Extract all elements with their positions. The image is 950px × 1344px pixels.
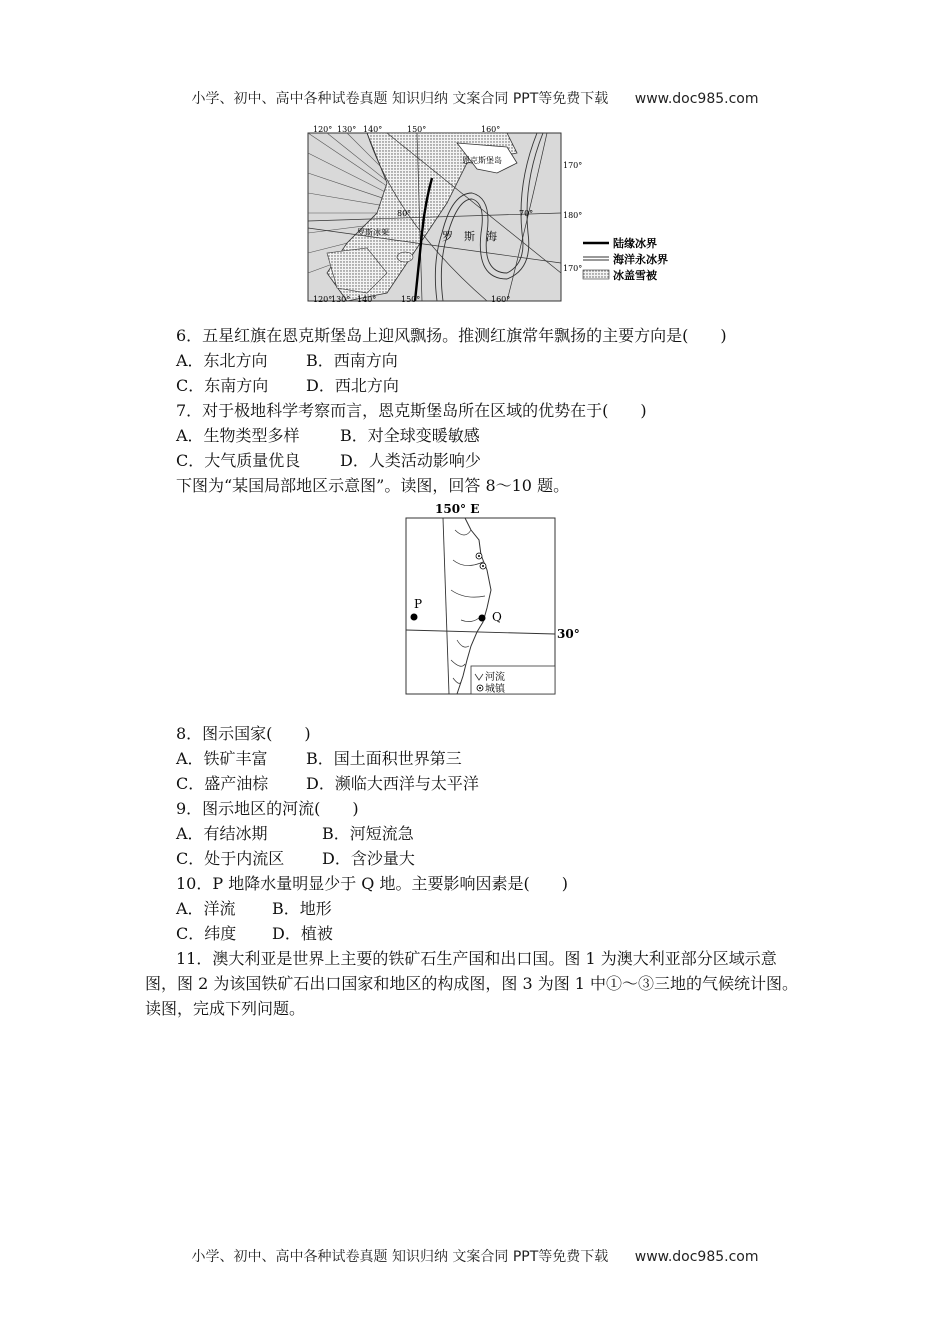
map1-top-label: 160° (481, 125, 501, 134)
q7-stem: 7．对于极地科学考察而言，恩克斯堡岛所在区域的优势在于( ) (176, 401, 647, 420)
country-region-map (405, 500, 590, 696)
page-header (0, 88, 950, 108)
footer-text: 小学、初中、高中各种试卷真题 知识归纳 文案合同 PPT等免费下载 (191, 1249, 609, 1265)
page-footer (0, 1246, 950, 1266)
q7-option-c[interactable]: C．大气质量优良 (176, 451, 301, 470)
q9-option-b[interactable]: B．河短流急 (322, 824, 414, 843)
q9-options-row1 (176, 823, 576, 845)
map1-lat70-label: 70° (519, 209, 534, 218)
q9-option-d[interactable]: D．含沙量大 (322, 849, 415, 868)
legend-sea-ice-label: 海洋永冰界 (613, 253, 668, 266)
q8-option-c[interactable]: C．盛产油棕 (176, 774, 269, 793)
q6-stem: 6．五星红旗在恩克斯堡岛上迎风飘扬。推测红旗常年飘扬的主要方向是( ) (176, 326, 727, 345)
header-text: 小学、初中、高中各种试卷真题 知识归纳 文案合同 PPT等免费下载 (191, 91, 609, 107)
q10-options-row2 (176, 923, 576, 945)
map1-bottom-label: 150° (401, 295, 421, 303)
point-p (411, 614, 418, 621)
q9-option-c[interactable]: C．处于内流区 (176, 849, 285, 868)
q8-options-row2 (176, 773, 576, 795)
q11-line3: 读图，完成下列问题。 (145, 999, 306, 1018)
q6-option-b[interactable]: B．西南方向 (306, 351, 398, 370)
q6-options-row2 (176, 375, 576, 397)
point-q (479, 615, 486, 622)
map1-lat80-label: 80° (397, 209, 412, 218)
q6-option-d[interactable]: D．西北方向 (306, 376, 399, 395)
map1-bottom-label: 130° (331, 295, 351, 303)
ross-sea-map-svg (307, 123, 687, 303)
q6-option-a[interactable]: A．东北方向 (176, 351, 268, 370)
q10-option-c[interactable]: C．纬度 (176, 924, 237, 943)
q8-stem: 8．图示国家( ) (176, 724, 311, 743)
q7-option-a[interactable]: A．生物类型多样 (176, 426, 300, 445)
map1-bottom-label: 120° (313, 295, 333, 303)
header-url[interactable]: www.doc985.com (634, 91, 759, 107)
legend-ice-sheet-label: 冰盖雪被 (613, 269, 657, 282)
q9-option-a[interactable]: A．有结冰期 (176, 824, 268, 843)
q6-option-c[interactable]: C．东南方向 (176, 376, 269, 395)
q9-options-row2 (176, 848, 576, 870)
legend-continental-ice-label: 陆缘冰界 (613, 237, 657, 250)
map2-longitude-label: 150° E (435, 502, 480, 516)
map1-bottom-label: 160° (491, 295, 511, 303)
map1-top-label: 150° (407, 125, 427, 134)
q10-options-row1 (176, 898, 576, 920)
intro-8-10: 下图为“某国局部地区示意图”。读图，回答 8～10 题。 (176, 476, 570, 495)
map1-top-label: 140° (363, 125, 383, 134)
map1-sea-label: 罗 斯 海 (442, 230, 497, 243)
country-region-map-svg (405, 500, 590, 696)
point-q-label: Q (492, 610, 502, 624)
map1-top-label: 120° (313, 125, 333, 134)
q7-option-d[interactable]: D．人类活动影响少 (340, 451, 481, 470)
q10-option-a[interactable]: A．洋流 (176, 899, 236, 918)
q11-line2: 图，图 2 为该国铁矿石出口国家和地区的构成图，图 3 为图 1 中①～③三地的气候统计图。 (145, 974, 799, 993)
map2-latitude-label: 30° (557, 627, 580, 641)
q10-option-d[interactable]: D．植被 (272, 924, 333, 943)
map1-right-label: 170° (563, 161, 583, 170)
q7-option-b[interactable]: B．对全球变暖敏感 (340, 426, 480, 445)
q10-option-b[interactable]: B．地形 (272, 899, 332, 918)
legend-river-label: 河流 (485, 672, 505, 683)
q8-option-b[interactable]: B．国土面积世界第三 (306, 749, 462, 768)
q6-options-row1 (176, 350, 576, 372)
map1-island-label: 恩克斯堡岛 (462, 156, 502, 165)
q9-stem: 9．图示地区的河流( ) (176, 799, 359, 818)
point-p-label: P (414, 597, 423, 611)
q8-options-row1 (176, 748, 576, 770)
q7-options-row1 (176, 425, 576, 447)
map1-right-label: 170° (563, 264, 583, 273)
q11-line1: 11．澳大利亚是世界上主要的铁矿石生产国和出口国。图 1 为澳大利亚部分区域示意 (176, 949, 777, 968)
q8-option-d[interactable]: D．濒临大西洋与太平洋 (306, 774, 479, 793)
q8-option-a[interactable]: A．铁矿丰富 (176, 749, 268, 768)
map1-top-label: 130° (337, 125, 357, 134)
map1-shelf-label: 罗斯冰架 (357, 228, 389, 237)
legend-town-label: 城镇 (485, 684, 505, 695)
map1-bottom-label: 140° (357, 295, 377, 303)
q7-options-row2 (176, 450, 576, 472)
footer-url[interactable]: www.doc985.com (634, 1249, 759, 1265)
legend-ice-sheet-symbol (583, 270, 609, 279)
ross-sea-map (307, 123, 687, 303)
map1-right-label: 180° (563, 211, 583, 220)
q10-stem: 10．P 地降水量明显少于 Q 地。主要影响因素是( ) (176, 874, 568, 893)
map2-legend-box (471, 666, 555, 694)
